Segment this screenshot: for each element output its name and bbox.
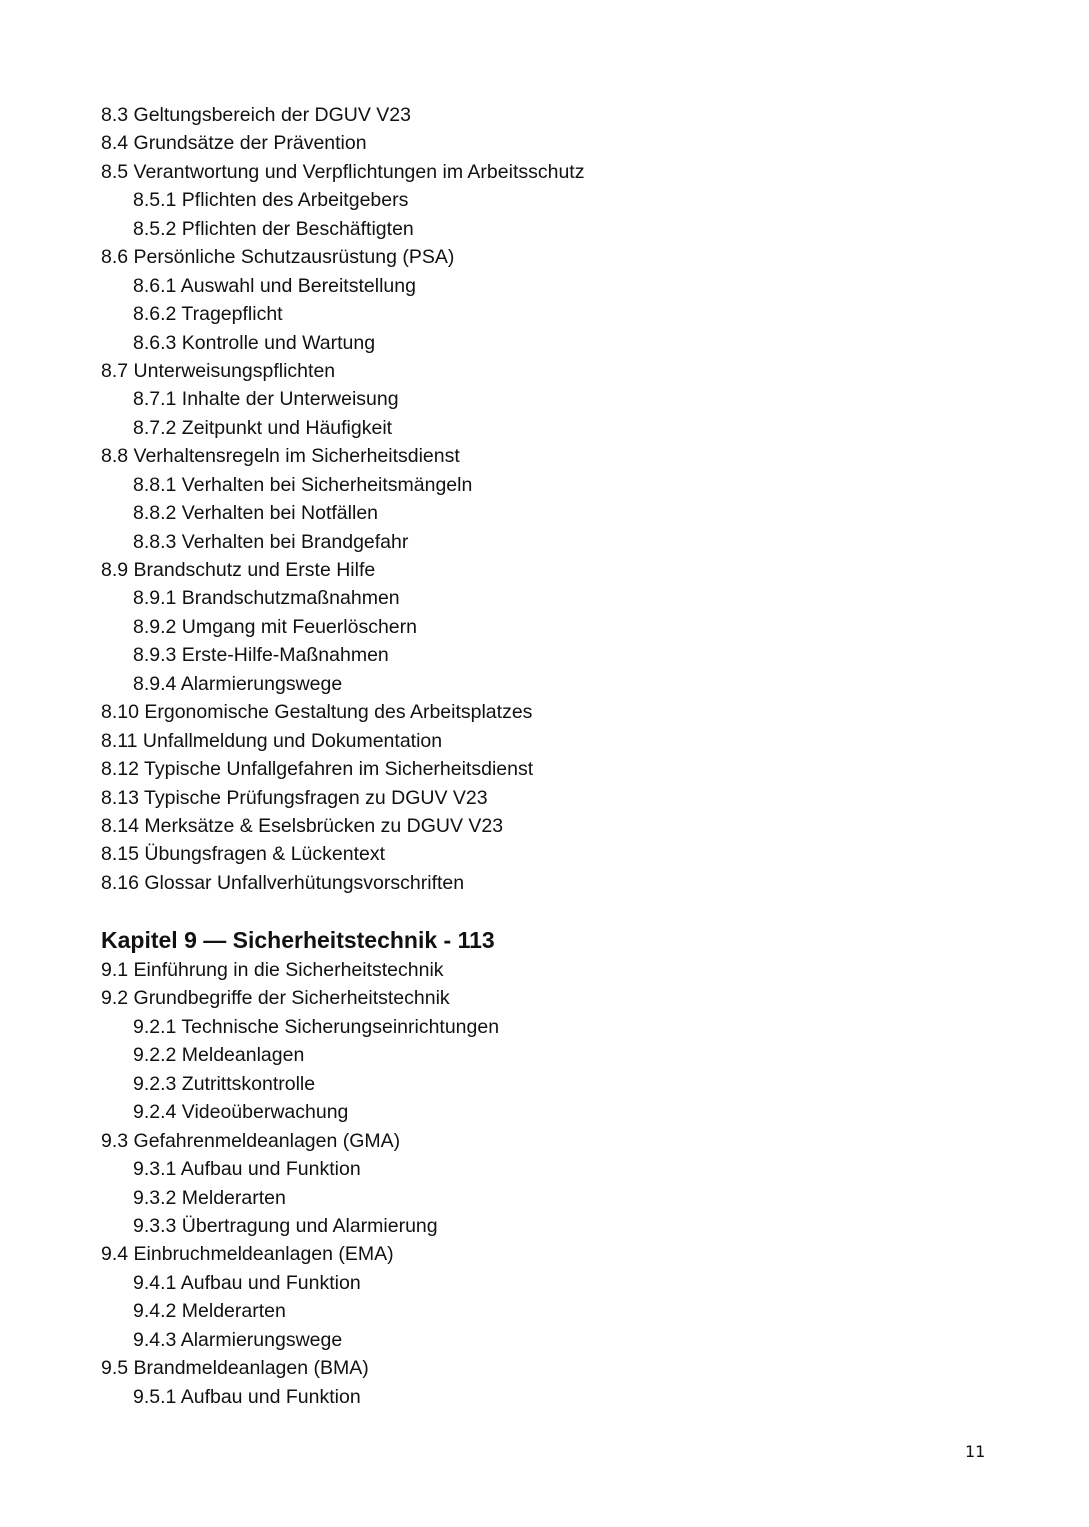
toc-subentry: 9.3.2 Melderarten <box>133 1186 286 1209</box>
toc-subentry: 9.3.1 Aufbau und Funktion <box>133 1158 361 1181</box>
toc-subentry: 9.2.1 Technische Sicherungseinrichtungen <box>133 1015 500 1038</box>
toc-entry: 8.7 Unterweisungspflichten <box>101 359 336 382</box>
toc-entry: 9.5 Brandmeldeanlagen (BMA) <box>101 1357 369 1380</box>
toc-entry: 8.16 Glossar Unfallverhütungsvorschriften <box>101 871 465 894</box>
toc-subentry: 9.4.2 Melderarten <box>133 1300 286 1323</box>
page-number: 11 <box>965 1442 986 1461</box>
toc-subentry: 8.9.4 Alarmierungswege <box>133 672 343 695</box>
toc-entry: 8.6 Persönliche Schutzausrüstung (PSA) <box>101 246 455 269</box>
toc-entry: 9.2 Grundbegriffe der Sicherheitstechnik <box>101 987 450 1010</box>
toc-entry: 8.10 Ergonomische Gestaltung des Arbeitsplatzes <box>101 701 533 724</box>
toc-entry: 9.3 Gefahrenmeldeanlagen (GMA) <box>101 1129 401 1152</box>
toc-subentry: 8.8.2 Verhalten bei Notfällen <box>133 502 379 525</box>
toc-entry: 8.4 Grundsätze der Prävention <box>101 132 367 155</box>
toc-subentry: 8.8.1 Verhalten bei Sicherheitsmängeln <box>133 473 473 496</box>
toc-subentry: 8.6.3 Kontrolle und Wartung <box>133 331 376 354</box>
toc-entry: 8.9 Brandschutz und Erste Hilfe <box>101 559 376 581</box>
chapter-9-entries <box>101 956 1001 1411</box>
toc-section-9 <box>101 925 1001 1411</box>
toc-subentry: 8.7.2 Zeitpunkt und Häufigkeit <box>133 416 393 439</box>
toc-entry: 8.15 Übungsfragen & Lückentext <box>101 843 386 866</box>
toc-entry: 8.12 Typische Unfallgefahren im Sicherheitsdienst <box>101 758 534 781</box>
toc-subentry: 9.5.1 Aufbau und Funktion <box>133 1385 361 1408</box>
toc-entry: 9.4 Einbruchmeldeanlagen (EMA) <box>101 1243 394 1266</box>
toc-entry: 8.5 Verantwortung und Verpflichtungen im Arbeitsschutz <box>101 160 585 183</box>
toc-entry: 8.13 Typische Prüfungsfragen zu DGUV V23 <box>101 786 488 809</box>
toc-subentry: 9.2.3 Zutrittskontrolle <box>133 1072 316 1095</box>
toc-subentry: 8.8.3 Verhalten bei Brandgefahr <box>133 530 409 553</box>
toc-entry: 8.8 Verhaltensregeln im Sicherheitsdienst <box>101 445 460 468</box>
toc-subentry: 8.9.2 Umgang mit Feuerlöschern <box>133 615 417 638</box>
toc-subentry: 9.4.3 Alarmierungswege <box>133 1328 343 1351</box>
toc-subentry: 9.4.1 Aufbau und Funktion <box>133 1271 361 1294</box>
toc-subentry: 8.6.2 Tragepflicht <box>133 303 283 326</box>
toc-subentry: 9.3.3 Übertragung und Alarmierung <box>133 1214 438 1237</box>
chapter-heading: Kapitel 9 — Sicherheitstechnik - 113 <box>101 927 495 953</box>
toc-entry: 9.1 Einführung in die Sicherheitstechnik <box>101 959 444 981</box>
toc-subentry: 8.5.2 Pflichten der Beschäftigten <box>133 217 414 240</box>
toc-subentry: 8.7.1 Inhalte der Unterweisung <box>133 388 399 411</box>
toc-subentry: 8.5.1 Pflichten des Arbeitgebers <box>133 189 409 212</box>
toc-entry: 8.11 Unfallmeldung und Dokumentation <box>101 729 443 752</box>
toc-subentry: 8.6.1 Auswahl und Bereitstellung <box>133 274 416 297</box>
toc-subentry: 9.2.2 Meldeanlagen <box>133 1044 305 1067</box>
toc-subentry: 8.9.1 Brandschutzmaßnahmen <box>133 587 400 610</box>
toc-entry: 8.3 Geltungsbereich der DGUV V23 <box>101 104 412 126</box>
toc-subentry: 9.2.4 Videoüberwachung <box>133 1101 349 1124</box>
toc-entry: 8.14 Merksätze & Eselsbrücken zu DGUV V23 <box>101 814 504 837</box>
toc-subentry: 8.9.3 Erste-Hilfe-Maßnahmen <box>133 644 389 667</box>
toc-section-8 <box>101 101 1001 897</box>
